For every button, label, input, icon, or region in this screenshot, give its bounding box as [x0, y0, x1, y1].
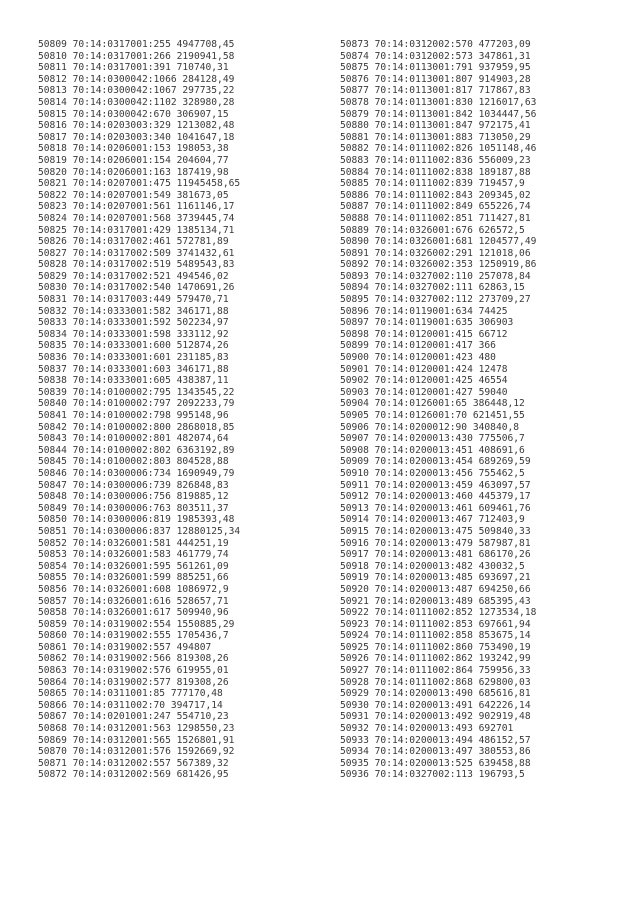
record-row: 50825 70:14:0317001:429 1385134,71 [38, 224, 235, 236]
record-row: 50924 70:14:0111002:858 853675,14 [340, 630, 531, 642]
record-row: 50929 70:14:0200013:490 685616,81 [340, 688, 531, 700]
record-row: 50900 70:14:0120001:423 480 [340, 352, 496, 364]
record-row: 50843 70:14:0100002:801 482074,64 [38, 433, 229, 445]
record-row: 50889 70:14:0326001:676 626572,5 [340, 224, 525, 236]
record-row: 50872 70:14:0312002:569 681426,95 [38, 769, 229, 781]
record-row: 50863 70:14:0319002:576 619955,01 [38, 665, 229, 677]
record-row: 50844 70:14:0100002:802 6363192,89 [38, 444, 235, 456]
record-row: 50811 70:14:0317001:391 710740,31 [38, 62, 229, 74]
record-row: 50922 70:14:0111002:852 1273534,18 [340, 607, 537, 619]
record-row: 50842 70:14:0100002:800 2868018,85 [38, 421, 235, 433]
record-row: 50902 70:14:0120001:425 46554 [340, 375, 508, 387]
record-row: 50888 70:14:0111002:851 711427,81 [340, 212, 531, 224]
record-row: 50855 70:14:0326001:599 885251,66 [38, 572, 229, 584]
record-row: 50847 70:14:0300006:739 826848,83 [38, 479, 229, 491]
record-row: 50821 70:14:0207001:475 11945458,65 [38, 178, 241, 190]
record-row: 50934 70:14:0200013:497 380553,86 [340, 746, 531, 758]
record-row: 50865 70:14:0311001:85 777170,48 [38, 688, 223, 700]
record-row: 50814 70:14:0300042:1102 328980,28 [38, 96, 235, 108]
record-row: 50890 70:14:0326001:681 1204577,49 [340, 236, 537, 248]
record-row: 50833 70:14:0333001:592 502234,97 [38, 317, 229, 329]
record-row: 50866 70:14:0311002:70 394717,14 [38, 699, 223, 711]
record-row: 50914 70:14:0200013:467 712403,9 [340, 514, 525, 526]
record-row: 50881 70:14:0113001:883 713050,29 [340, 131, 531, 143]
record-row: 50818 70:14:0206001:153 198053,38 [38, 143, 229, 155]
record-row: 50933 70:14:0200013:494 486152,57 [340, 734, 531, 746]
record-row: 50820 70:14:0206001:163 187419,98 [38, 166, 229, 178]
record-row: 50930 70:14:0200013:491 642226,14 [340, 699, 531, 711]
record-row: 50849 70:14:0300006:763 803511,37 [38, 502, 229, 514]
record-row: 50815 70:14:0300042:670 306907,15 [38, 108, 229, 120]
record-row: 50901 70:14:0120001:424 12478 [340, 363, 508, 375]
record-row: 50827 70:14:0317002:509 3741432,61 [38, 247, 235, 259]
record-row: 50841 70:14:0100002:798 995148,96 [38, 410, 229, 421]
record-row: 50912 70:14:0200013:460 445379,17 [340, 491, 531, 503]
record-row: 50918 70:14:0200013:482 430032,5 [340, 560, 525, 572]
record-row: 50879 70:14:0113001:842 1034447,56 [340, 108, 537, 120]
record-row: 50908 70:14:0200013:451 408691,6 [340, 444, 525, 456]
record-row: 50848 70:14:0300006:756 819885,12 [38, 491, 229, 503]
record-row: 50828 70:14:0317002:519 5489543,83 [38, 259, 235, 271]
record-row: 50884 70:14:0111002:838 189187,88 [340, 166, 531, 178]
left-column [38, 39, 240, 781]
record-row: 50836 70:14:0333001:601 231185,83 [38, 352, 229, 364]
record-row: 50925 70:14:0111002:860 753490,19 [340, 641, 531, 653]
record-row: 50838 70:14:0333001:605 438387,11 [38, 375, 229, 387]
record-row: 50906 70:14:0200012:90 340840,8 [340, 421, 520, 433]
record-row: 50850 70:14:0300006:819 1985393,48 [38, 514, 235, 526]
record-row: 50837 70:14:0333001:603 346171,88 [38, 363, 229, 375]
record-row: 50846 70:14:0300006:734 1690949,79 [38, 467, 235, 479]
record-row: 50883 70:14:0111002:836 556009,23 [340, 154, 531, 166]
record-row: 50869 70:14:0312001:565 1526801,91 [38, 734, 235, 746]
record-row: 50903 70:14:0120001:427 59040 [340, 386, 508, 398]
record-row: 50816 70:14:0203003:329 1213082,48 [38, 120, 235, 132]
record-row: 50812 70:14:0300042:1066 284128,49 [38, 73, 235, 85]
record-row: 50910 70:14:0200013:456 755462,5 [340, 467, 525, 479]
record-row: 50886 70:14:0111002:843 209345,02 [340, 189, 531, 201]
record-row: 50859 70:14:0319002:554 1550885,29 [38, 618, 235, 630]
record-row: 50871 70:14:0312002:557 567389,32 [38, 757, 229, 769]
record-row: 50935 70:14:0200013:525 639458,88 [340, 757, 531, 769]
record-row: 50823 70:14:0207001:561 1161146,17 [38, 201, 235, 213]
record-row: 50885 70:14:0111002:839 719457,9 [340, 178, 525, 190]
record-row: 50819 70:14:0206001:154 204604,77 [38, 154, 229, 166]
record-row: 50916 70:14:0200013:479 587987,81 [340, 537, 531, 549]
record-row: 50861 70:14:0319002:557 494807 [38, 641, 212, 653]
record-row: 50853 70:14:0326001:583 461779,74 [38, 549, 229, 561]
record-row: 50892 70:14:0326002:353 1250919,86 [340, 259, 537, 271]
record-row: 50907 70:14:0200013:430 775506,7 [340, 433, 525, 445]
record-row: 50909 70:14:0200013:454 689269,59 [340, 456, 531, 468]
record-row: 50839 70:14:0100002:795 1343545,22 [38, 386, 235, 398]
record-row: 50887 70:14:0111002:849 655226,74 [340, 201, 531, 213]
record-row: 50899 70:14:0120001:417 366 [340, 340, 496, 352]
record-row: 50877 70:14:0113001:817 717867,83 [340, 85, 531, 97]
record-row: 50875 70:14:0113001:791 937959,95 [340, 62, 531, 74]
record-row: 50857 70:14:0326001:616 528657,71 [38, 595, 229, 607]
record-row: 50824 70:14:0207001:568 3739445,74 [38, 212, 235, 224]
record-row: 50897 70:14:0119001:635 306903 [340, 317, 514, 329]
record-row: 50858 70:14:0326001:617 509940,96 [38, 607, 229, 619]
right-column [340, 39, 536, 781]
record-row: 50810 70:14:0317001:266 2190941,58 [38, 50, 235, 62]
record-row: 50864 70:14:0319002:577 819308,26 [38, 676, 229, 688]
record-row: 50868 70:14:0312001:563 1298550,23 [38, 723, 235, 735]
record-row: 50832 70:14:0333001:582 346171,88 [38, 305, 229, 317]
record-row: 50919 70:14:0200013:485 693697,21 [340, 572, 531, 584]
record-row: 50813 70:14:0300042:1067 297735,22 [38, 85, 235, 97]
record-row: 50893 70:14:0327002:110 257078,84 [340, 270, 531, 282]
record-row: 50931 70:14:0200013:492 902919,48 [340, 711, 531, 723]
record-row: 50927 70:14:0111002:864 759956,33 [340, 665, 531, 677]
record-row: 50840 70:14:0100002:797 2092233,79 [38, 398, 235, 410]
record-row: 50856 70:14:0326001:608 1086972,9 [38, 583, 229, 595]
record-row: 50854 70:14:0326001:595 561261,09 [38, 560, 229, 572]
record-row: 50851 70:14:0300006:837 12880125,34 [38, 525, 241, 537]
record-row: 50917 70:14:0200013:481 686170,26 [340, 549, 531, 561]
record-row: 50936 70:14:0327002:113 196793,5 [340, 769, 525, 781]
record-row: 50896 70:14:0119001:634 74425 [340, 305, 508, 317]
record-row: 50894 70:14:0327002:111 62863,15 [340, 282, 525, 294]
record-row: 50852 70:14:0326001:581 444251,19 [38, 537, 229, 549]
record-row: 50921 70:14:0200013:489 685395,43 [340, 595, 531, 607]
record-row: 50911 70:14:0200013:459 463097,57 [340, 479, 531, 491]
record-row: 50932 70:14:0200013:493 692701 [340, 723, 514, 735]
record-row: 50891 70:14:0326002:291 121018,06 [340, 247, 531, 259]
record-row: 50878 70:14:0113001:830 1216017,63 [340, 96, 537, 108]
record-row: 50862 70:14:0319002:566 819308,26 [38, 653, 229, 665]
record-row: 50831 70:14:0317003:449 579470,71 [38, 294, 229, 306]
record-row: 50867 70:14:0201001:247 554710,23 [38, 711, 229, 723]
record-row: 50926 70:14:0111002:862 193242,99 [340, 653, 531, 665]
record-row: 50880 70:14:0113001:847 972175,41 [340, 120, 531, 132]
record-row: 50826 70:14:0317002:461 572781,89 [38, 236, 229, 248]
record-row: 50876 70:14:0113001:807 914903,28 [340, 73, 531, 85]
record-row: 50882 70:14:0111002:826 1051148,46 [340, 143, 537, 155]
record-row: 50874 70:14:0312002:573 347861,31 [340, 50, 531, 62]
record-row: 50895 70:14:0327002:112 273709,27 [340, 294, 531, 306]
record-row: 50835 70:14:0333001:600 512874,26 [38, 340, 229, 352]
record-row: 50905 70:14:0126001:70 621451,55 [340, 410, 525, 421]
record-row: 50845 70:14:0100002:803 804528,88 [38, 456, 229, 468]
record-row: 50923 70:14:0111002:853 697661,94 [340, 618, 531, 630]
record-row: 50928 70:14:0111002:868 629800,03 [340, 676, 531, 688]
record-row: 50822 70:14:0207001:549 381673,05 [38, 189, 229, 201]
record-row: 50873 70:14:0312002:570 477203,09 [340, 39, 531, 50]
record-row: 50860 70:14:0319002:555 1705436,7 [38, 630, 229, 642]
record-row: 50834 70:14:0333001:598 333112,92 [38, 328, 229, 340]
record-row: 50904 70:14:0126001:65 386448,12 [340, 398, 525, 410]
record-row: 50809 70:14:0317001:255 4947708,45 [38, 39, 235, 50]
record-row: 50829 70:14:0317002:521 494546,02 [38, 270, 229, 282]
record-row: 50913 70:14:0200013:461 609461,76 [340, 502, 531, 514]
record-row: 50870 70:14:0312001:576 1592669,92 [38, 746, 235, 758]
record-row: 50898 70:14:0120001:415 66712 [340, 328, 508, 340]
record-row: 50817 70:14:0203003:340 1041647,18 [38, 131, 235, 143]
record-row: 50915 70:14:0200013:475 509840,33 [340, 525, 531, 537]
record-row: 50830 70:14:0317002:540 1470691,26 [38, 282, 235, 294]
record-row: 50920 70:14:0200013:487 694250,66 [340, 583, 531, 595]
